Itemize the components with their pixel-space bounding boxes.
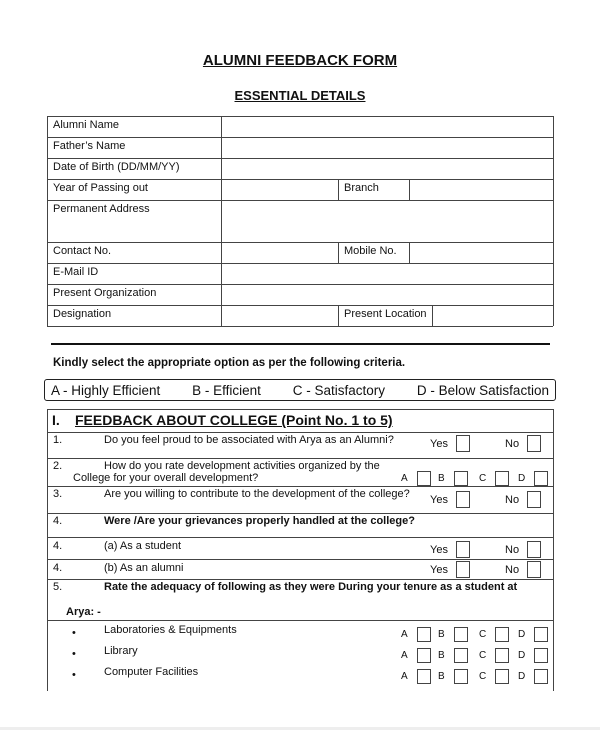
label-designation: Designation	[53, 308, 112, 320]
grade-label: C	[479, 671, 487, 682]
yes-checkbox-q4b[interactable]	[456, 561, 470, 578]
question-number: 4.	[53, 562, 63, 574]
row-line	[47, 284, 553, 285]
criteria-c: C - Satisfactory	[292, 382, 386, 398]
row-line	[47, 486, 553, 487]
col-line	[409, 179, 410, 200]
row-line	[47, 579, 553, 580]
col-line	[338, 242, 339, 263]
criteria-b: B - Efficient	[192, 382, 261, 398]
col-line	[47, 116, 48, 326]
present-organization-field[interactable]	[223, 286, 551, 304]
grade-label: B	[438, 650, 445, 661]
no-label: No	[505, 544, 520, 556]
question-q2-text-cont: College for your overall development?	[73, 472, 259, 484]
no-checkbox-q4b[interactable]	[527, 561, 541, 578]
question-q4b-text: (b) As an alumni	[104, 562, 184, 574]
grade-d-checkbox-f2[interactable]	[534, 648, 548, 663]
col-line	[221, 116, 222, 326]
label-location: Present Location	[344, 308, 427, 320]
question-q2-text: How do you rate development activities organized by the	[104, 460, 380, 472]
section-number: I.	[52, 412, 60, 428]
criteria-d: D - Below Satisfaction	[416, 382, 549, 398]
question-q5-text-cont: Arya: -	[66, 606, 101, 618]
row-line	[47, 513, 553, 514]
grade-a-checkbox-q2[interactable]	[417, 471, 431, 486]
yes-checkbox-q4a[interactable]	[456, 541, 470, 558]
grade-b-checkbox-f1[interactable]	[454, 627, 468, 642]
label-organization: Present Organization	[53, 287, 157, 299]
grade-a-checkbox-f3[interactable]	[417, 669, 431, 684]
grade-label: C	[479, 629, 487, 640]
permanent-address-field[interactable]	[223, 202, 551, 241]
label-contact: Contact No.	[53, 245, 112, 257]
row-line	[47, 409, 553, 410]
grade-label: D	[518, 629, 526, 640]
yes-checkbox-q1[interactable]	[456, 435, 470, 452]
criteria-a: A - Highly Efficient	[51, 382, 161, 398]
facility-label: Laboratories & Equipments	[104, 624, 237, 636]
col-line	[338, 305, 339, 326]
question-q3-text: Are you willing to contribute to the development of the college?	[104, 488, 410, 500]
label-alumni-name: Alumni Name	[53, 119, 120, 131]
col-line	[47, 409, 48, 691]
form-title: ALUMNI FEEDBACK FORM	[202, 52, 398, 69]
row-line	[47, 179, 553, 180]
yes-label: Yes	[430, 544, 448, 556]
question-number: 3.	[53, 488, 63, 500]
year-of-passing-field[interactable]	[223, 181, 336, 199]
grade-c-checkbox-f2[interactable]	[495, 648, 509, 663]
no-checkbox-q4a[interactable]	[527, 541, 541, 558]
yes-checkbox-q3[interactable]	[456, 491, 470, 508]
grade-c-checkbox-f3[interactable]	[495, 669, 509, 684]
no-label: No	[505, 494, 520, 506]
row-line	[47, 263, 553, 264]
no-checkbox-q3[interactable]	[527, 491, 541, 508]
row-line	[47, 326, 553, 327]
yes-label: Yes	[430, 494, 448, 506]
row-line	[47, 242, 553, 243]
email-field[interactable]	[223, 265, 551, 283]
bullet: •	[72, 648, 76, 660]
grade-c-checkbox-q2[interactable]	[495, 471, 509, 486]
facility-label: Computer Facilities	[104, 666, 199, 678]
grade-label: D	[518, 473, 526, 484]
question-number: 4.	[53, 540, 63, 552]
grade-b-checkbox-f3[interactable]	[454, 669, 468, 684]
question-q5-text: Rate the adequacy of following as they were During your tenure as a student at	[104, 581, 518, 593]
label-address: Permanent Address	[53, 203, 150, 215]
col-line	[409, 242, 410, 263]
label-year: Year of Passing out	[53, 182, 148, 194]
section-title: FEEDBACK ABOUT COLLEGE (Point No. 1 to 5)	[75, 412, 393, 428]
alumni-name-field[interactable]	[223, 118, 551, 136]
contact-no-field[interactable]	[223, 244, 336, 262]
fathers-name-field[interactable]	[223, 139, 551, 157]
designation-field[interactable]	[223, 307, 336, 325]
grade-label: A	[401, 650, 408, 661]
col-line	[338, 179, 339, 200]
label-branch: Branch	[344, 182, 379, 194]
grade-b-checkbox-q2[interactable]	[454, 471, 468, 486]
grade-label: D	[518, 650, 526, 661]
col-line	[432, 305, 433, 326]
row-line	[47, 620, 553, 621]
label-mobile: Mobile No.	[344, 245, 397, 257]
grade-label: A	[401, 671, 408, 682]
bullet: •	[72, 627, 76, 639]
col-line	[553, 409, 554, 691]
grade-a-checkbox-f2[interactable]	[417, 648, 431, 663]
grade-label: C	[479, 650, 487, 661]
no-checkbox-q1[interactable]	[527, 435, 541, 452]
present-location-field[interactable]	[434, 307, 551, 325]
label-fathers-name: Father’s Name	[53, 140, 126, 152]
no-label: No	[505, 564, 520, 576]
row-line	[47, 116, 553, 117]
grade-label: C	[479, 473, 487, 484]
yes-label: Yes	[430, 564, 448, 576]
yes-label: Yes	[430, 438, 448, 450]
row-line	[47, 305, 553, 306]
no-label: No	[505, 438, 520, 450]
grade-a-checkbox-f1[interactable]	[417, 627, 431, 642]
label-dob: Date of Birth (DD/MM/YY)	[53, 161, 180, 173]
question-number: 4.	[53, 515, 63, 527]
facility-label: Library	[104, 645, 138, 657]
grade-label: B	[438, 671, 445, 682]
row-line	[47, 158, 553, 159]
row-line	[47, 458, 553, 459]
row-line	[47, 137, 553, 138]
row-line	[47, 432, 553, 433]
grade-label: A	[401, 473, 408, 484]
mobile-no-field[interactable]	[411, 244, 551, 262]
grade-d-checkbox-f3[interactable]	[534, 669, 548, 684]
grade-d-checkbox-q2[interactable]	[534, 471, 548, 486]
question-number: 5.	[53, 581, 63, 593]
grade-c-checkbox-f1[interactable]	[495, 627, 509, 642]
grade-label: A	[401, 629, 408, 640]
instruction-text: Kindly select the appropriate option as per the following criteria.	[53, 357, 406, 369]
col-line	[553, 116, 554, 326]
criteria-box	[44, 379, 556, 401]
row-line	[47, 559, 553, 560]
divider	[51, 343, 550, 345]
question-number: 2.	[53, 460, 63, 472]
branch-field[interactable]	[411, 181, 551, 199]
bullet: •	[72, 669, 76, 681]
question-q1-text: Do you feel proud to be associated with Arya as an Alumni?	[104, 434, 394, 446]
grade-d-checkbox-f1[interactable]	[534, 627, 548, 642]
grade-label: B	[438, 473, 445, 484]
grade-label: D	[518, 671, 526, 682]
grade-label: B	[438, 629, 445, 640]
label-email: E-Mail ID	[53, 266, 99, 278]
question-q4-text: Were /Are your grievances properly handled at the college?	[104, 515, 415, 527]
dob-field[interactable]	[223, 160, 551, 178]
row-line	[47, 537, 553, 538]
grade-b-checkbox-f2[interactable]	[454, 648, 468, 663]
section-subtitle: ESSENTIAL DETAILS	[234, 88, 366, 103]
row-line	[47, 200, 553, 201]
question-number: 1.	[53, 434, 63, 446]
question-q4a-text: (a) As a student	[104, 540, 182, 552]
